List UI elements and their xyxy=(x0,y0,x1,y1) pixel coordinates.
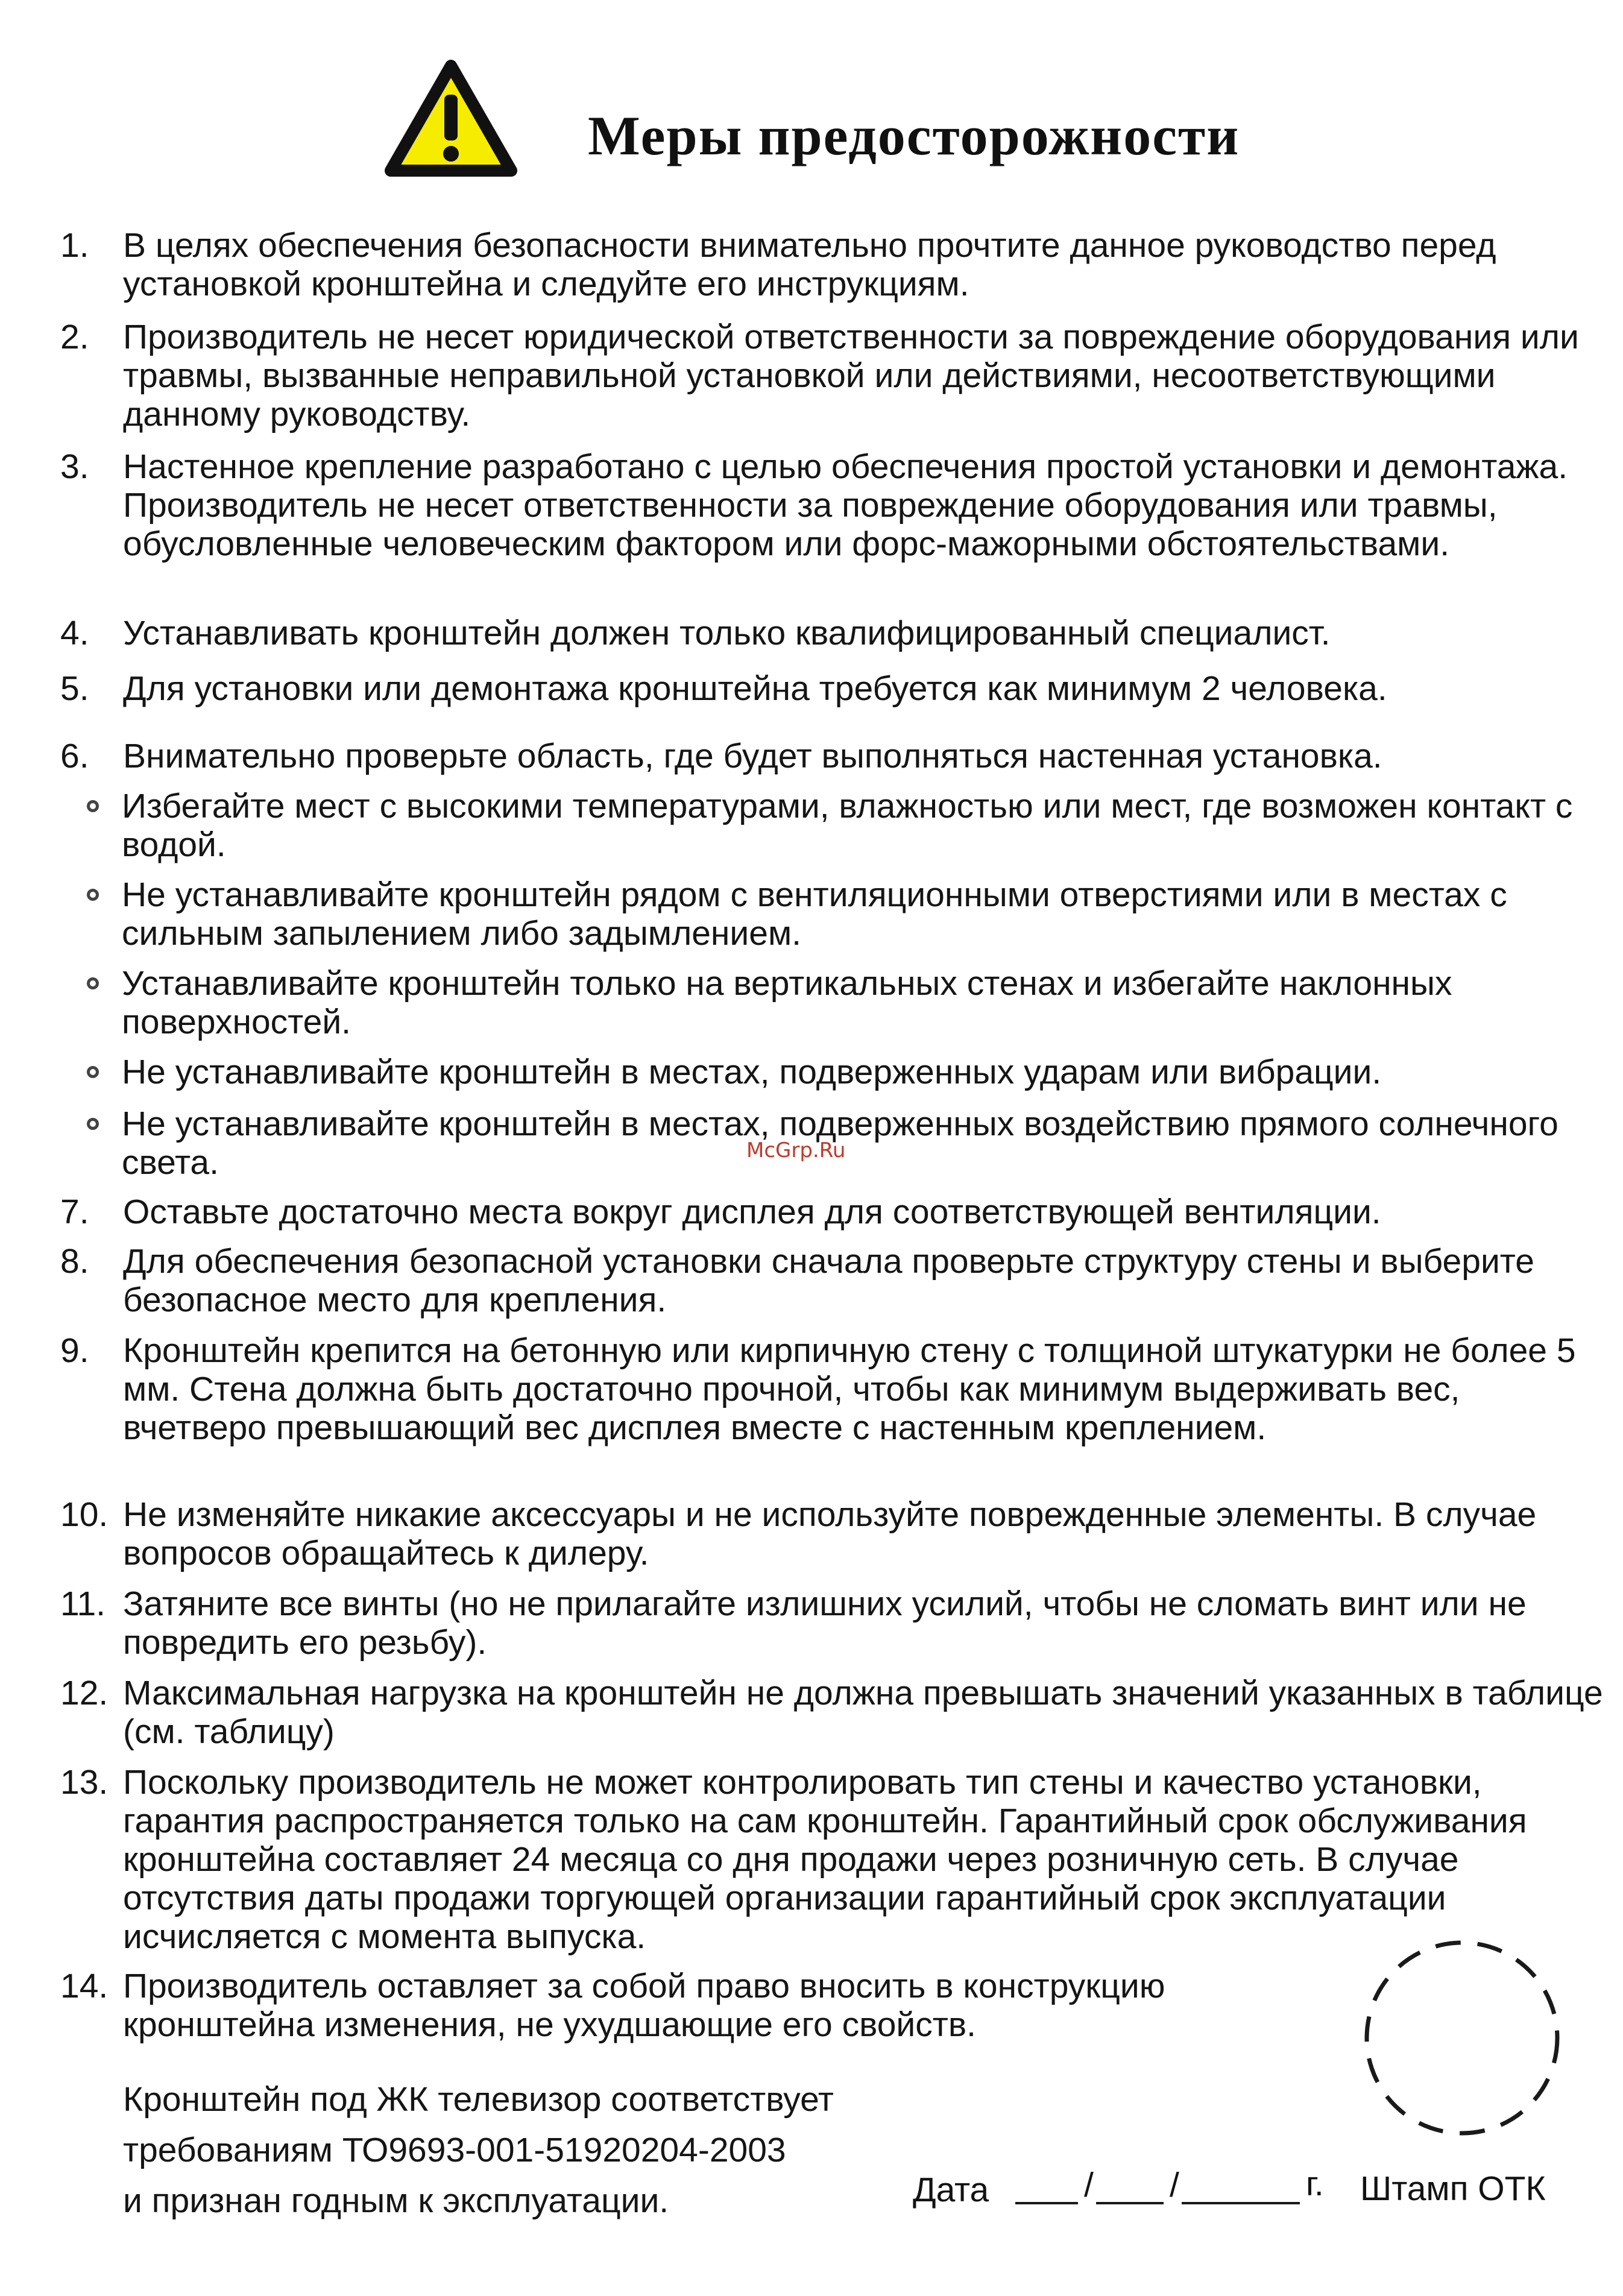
stamp-circle-icon xyxy=(1360,1935,1565,2140)
list-item xyxy=(60,1331,1576,1447)
list-item xyxy=(60,669,1568,708)
item-text: Оставьте достаточно места вокруг дисплея для соответствующей вентиляции. xyxy=(123,1193,1381,1231)
item-number: 5. xyxy=(60,669,89,708)
item-text: Производитель оставляет за собой право вносить в конструкцию кронштейна изменения, не ухудшающие его свойств. xyxy=(123,1967,1165,2044)
bullet-text: Устанавливайте кронштейн только на вертикальных стенах и избегайте наклонных поверхностей. xyxy=(122,964,1452,1041)
statement-line: Кронштейн под ЖК телевизор соответствует xyxy=(123,2080,834,2119)
item-number: 3. xyxy=(60,447,89,486)
bullet-item xyxy=(84,1053,1574,1091)
item-text: Максимальная нагрузка на кронштейн не должна превышать значений указанных в таблице (см. таблицу) xyxy=(123,1674,1603,1751)
date-separator: / xyxy=(1170,2166,1179,2204)
bullet-icon xyxy=(87,1066,99,1078)
list-item xyxy=(60,614,1568,652)
statement-line: требованиям ТО9693-001-51920204-2003 xyxy=(123,2131,786,2169)
item-text: Внимательно проверьте область, где будет выполняться настенная установка. xyxy=(123,737,1382,775)
bullet-icon xyxy=(87,977,99,989)
bullet-item xyxy=(84,964,1574,1041)
item-text: Настенное крепление разработано с целью обеспечения простой установки и демонтажа. Производитель не несет ответственности за повреждение оборудования или травмы, обусловленные человеческим фактором или форс-мажорными обстоятельствами. xyxy=(123,447,1568,563)
item-number: 1. xyxy=(60,226,89,265)
item-number: 7. xyxy=(60,1193,89,1231)
item-number: 13. xyxy=(60,1763,109,1802)
list-item xyxy=(60,1674,1603,1751)
date-year-blank xyxy=(1182,2202,1300,2204)
item-text: Не изменяйте никакие аксессуары и не используйте поврежденные элементы. В случае вопросов обращайтесь к дилеру. xyxy=(123,1495,1537,1572)
bullet-item xyxy=(84,787,1574,864)
date-month-blank xyxy=(1096,2202,1164,2204)
item-number: 11. xyxy=(60,1585,106,1623)
list-item xyxy=(60,1967,1254,2044)
date-label: Дата xyxy=(913,2171,989,2209)
list-item xyxy=(60,1242,1568,1319)
list-item xyxy=(60,1495,1568,1572)
bullet-item xyxy=(84,875,1574,953)
bullet-text: Не устанавливайте кронштейн в местах, подверженных воздействию прямого солнечного света. xyxy=(122,1105,1558,1182)
watermark: McGrp.Ru xyxy=(746,1138,846,1162)
item-number: 14. xyxy=(60,1967,109,2005)
item-number: 6. xyxy=(60,737,89,775)
item-number: 4. xyxy=(60,614,89,652)
date-separator: / xyxy=(1084,2166,1094,2204)
item-number: 8. xyxy=(60,1242,89,1281)
bullet-icon xyxy=(87,1118,99,1130)
list-item xyxy=(60,318,1579,434)
bullet-text: Избегайте мест с высокими температурами, влажностью или мест, где возможен контакт с водой. xyxy=(122,787,1573,864)
item-text: Устанавливать кронштейн должен только квалифицированный специалист. xyxy=(123,614,1331,652)
stamp-label: Штамп ОТК xyxy=(1360,2169,1546,2208)
item-text: Производитель не несет юридической ответственности за повреждение оборудования или травмы, вызванные неправильной установкой или действиями, несоответствующими данному руководству. xyxy=(123,318,1579,434)
list-item xyxy=(60,1193,1568,1231)
item-text: В целях обеспечения безопасности внимательно прочтите данное руководство перед установкой кронштейна и следуйте его инструкциям. xyxy=(123,226,1496,303)
statement-line: и признан годным к эксплуатации. xyxy=(123,2181,669,2220)
bullet-icon xyxy=(87,889,99,901)
item-text: Затяните все винты (но не прилагайте излишних усилий, чтобы не сломать винт или не повредить его резьбу). xyxy=(123,1585,1527,1662)
item-text: Кронштейн крепится на бетонную или кирпичную стену с толщиной штукатурки не более 5 мм. Стена должна быть достаточно прочной, чтобы как минимум выдерживать вес, вчетверо превышающий вес дисплея вместе с настенным креплением. xyxy=(123,1331,1576,1447)
warning-triangle-icon xyxy=(383,57,518,180)
item-number: 10. xyxy=(60,1495,109,1534)
item-text: Поскольку производитель не может контролировать тип стены и качество установки, гарантия распространяется только на сам кронштейн. Гарантийный срок обслуживания кронштейна составляет 24 месяца со дня продажи через розничную сеть. В случае отсутствия даты продажи торгующей организации гарантийный срок эксплуатации исчисляется с момента выпуска. xyxy=(123,1763,1527,1956)
date-year-suffix: г. xyxy=(1306,2165,1324,2203)
page-title: Меры предосторожности xyxy=(588,105,1240,166)
item-text: Для обеспечения безопасной установки сначала проверьте структуру стены и выберите безопасное место для крепления. xyxy=(123,1242,1534,1319)
list-item xyxy=(60,226,1568,303)
bullet-text: Не устанавливайте кронштейн в местах, подверженных ударам или вибрации. xyxy=(122,1053,1382,1091)
list-item xyxy=(60,1585,1568,1662)
list-item xyxy=(60,1763,1568,1956)
list-item xyxy=(60,447,1568,563)
bullet-icon xyxy=(87,800,99,812)
item-number: 2. xyxy=(60,318,89,356)
item-number: 9. xyxy=(60,1331,89,1370)
bullet-text: Не устанавливайте кронштейн рядом с вентиляционными отверстиями или в местах с сильным запылением либо задымлением. xyxy=(122,875,1507,953)
compliance-statement xyxy=(123,2074,967,2226)
date-day-blank xyxy=(1015,2202,1078,2204)
item-number: 12. xyxy=(60,1674,109,1712)
item-text: Для установки или демонтажа кронштейна требуется как минимум 2 человека. xyxy=(123,669,1387,708)
list-item xyxy=(60,737,1568,775)
